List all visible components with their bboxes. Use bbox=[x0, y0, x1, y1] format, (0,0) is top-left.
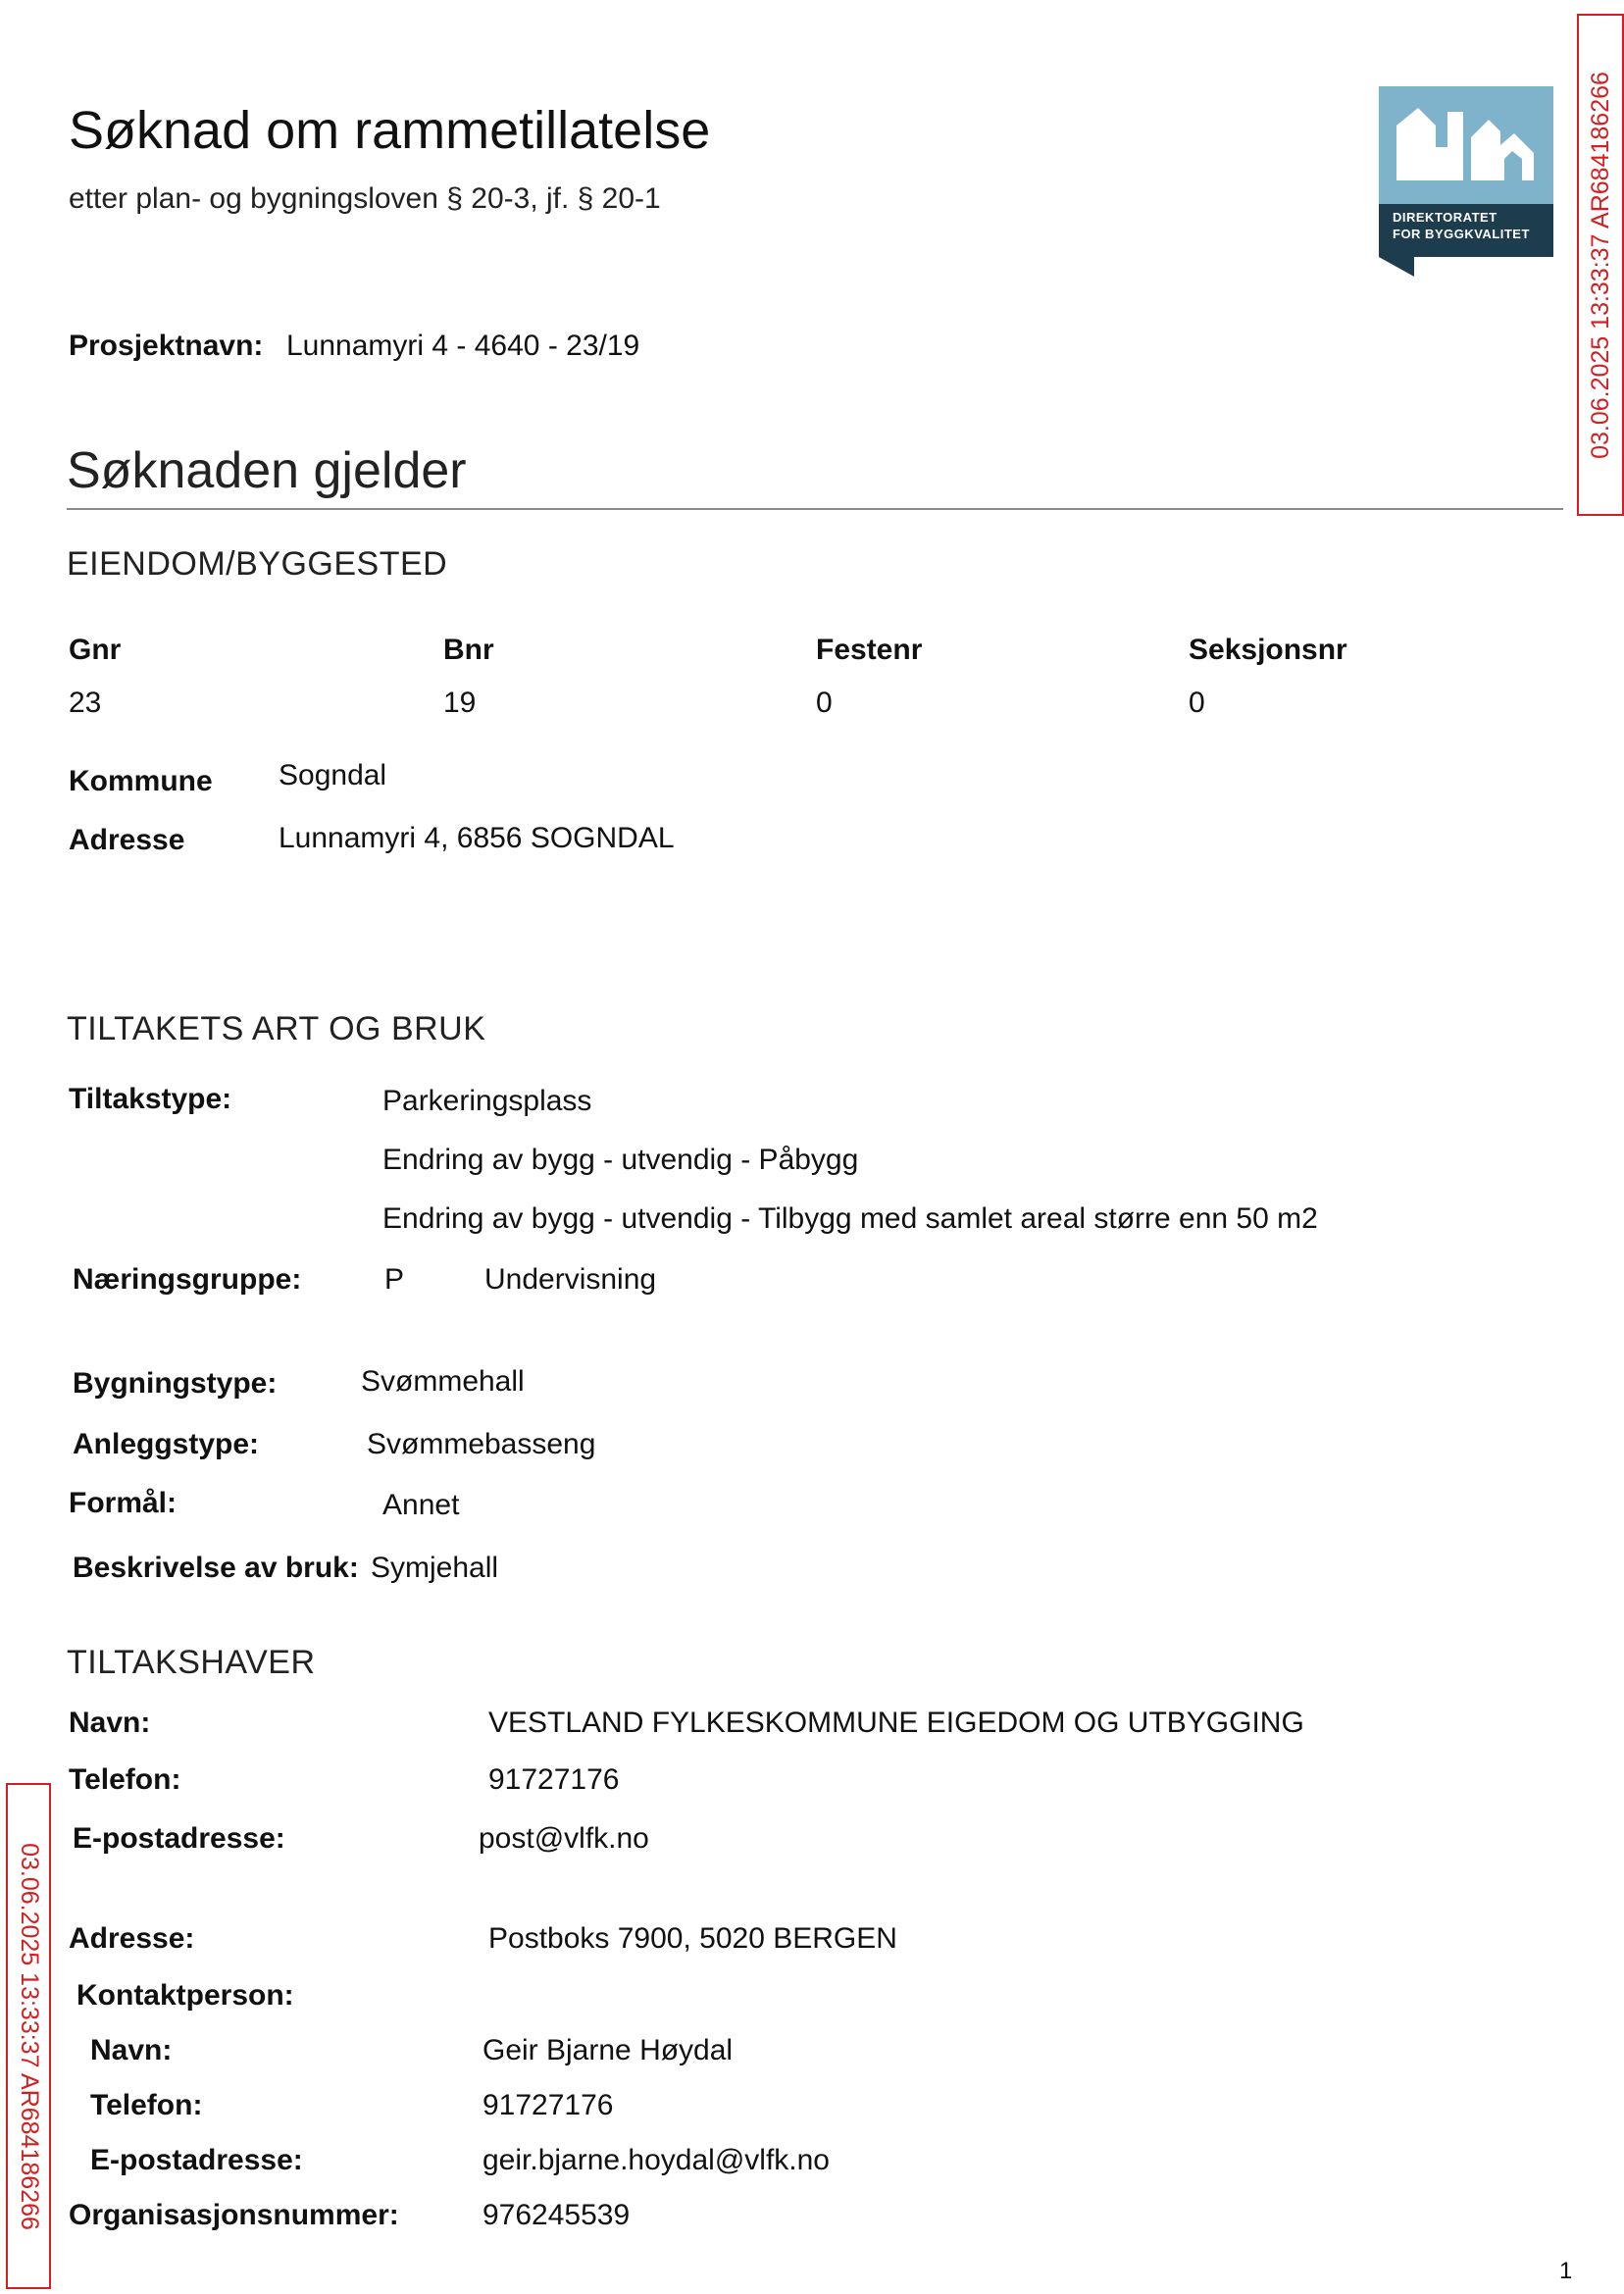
section-heading-soknad: Søknaden gjelder bbox=[67, 442, 467, 499]
gnr-value: 23 bbox=[69, 687, 102, 719]
kontakt-navn-label: Navn: bbox=[90, 2034, 173, 2066]
naeringsgruppe-value: Undervisning bbox=[484, 1263, 657, 1296]
bygningstype-label: Bygningstype: bbox=[73, 1367, 278, 1400]
formal-label: Formål: bbox=[69, 1487, 178, 1519]
section-divider bbox=[67, 508, 1563, 510]
formal-value: Annet bbox=[382, 1489, 460, 1521]
logo-text-line1: DIREKTORATET bbox=[1393, 210, 1497, 225]
tiltakshaver-navn-label: Navn: bbox=[69, 1707, 151, 1739]
gnr-label: Gnr bbox=[69, 634, 122, 666]
page-subtitle: etter plan- og bygningsloven § 20-3, jf. § 20-1 bbox=[69, 182, 661, 215]
orgnr-value: 976245539 bbox=[482, 2199, 631, 2231]
tiltakshaver-telefon-value: 91727176 bbox=[488, 1763, 620, 1796]
naeringsgruppe-label: Næringsgruppe: bbox=[73, 1263, 302, 1296]
tiltakstype-value-1: Parkeringsplass bbox=[382, 1085, 592, 1117]
tiltakshaver-telefon-label: Telefon: bbox=[69, 1763, 181, 1796]
kommune-label: Kommune bbox=[69, 765, 213, 797]
adresse-label: Adresse bbox=[69, 824, 185, 856]
anleggstype-label: Anleggstype: bbox=[73, 1428, 260, 1460]
kontakt-telefon-value: 91727176 bbox=[482, 2089, 614, 2121]
dibk-logo-icon bbox=[1379, 86, 1553, 277]
page-number: 1 bbox=[1559, 2258, 1573, 2284]
page-title: Søknad om rammetillatelse bbox=[69, 101, 711, 160]
orgnr-label: Organisasjonsnummer: bbox=[69, 2199, 399, 2231]
tiltakshaver-epost-value: post@vlfk.no bbox=[479, 1822, 649, 1855]
beskrivelse-label: Beskrivelse av bruk: bbox=[73, 1552, 359, 1584]
kontakt-telefon-label: Telefon: bbox=[90, 2089, 203, 2121]
tiltakstype-value-2: Endring av bygg - utvendig - Påbygg bbox=[382, 1144, 859, 1176]
timestamp-stamp-top bbox=[1577, 14, 1624, 516]
section-heading-eiendom: EIENDOM/BYGGESTED bbox=[67, 545, 448, 583]
logo-text-line2: FOR BYGGKVALITET bbox=[1393, 227, 1530, 241]
tiltakshaver-adresse-label: Adresse: bbox=[69, 1922, 195, 1955]
tiltakshaver-adresse-value: Postboks 7900, 5020 BERGEN bbox=[488, 1922, 897, 1955]
bygningstype-value: Svømmehall bbox=[361, 1365, 525, 1398]
festenr-label: Festenr bbox=[816, 634, 923, 666]
tiltakshaver-epost-label: E-postadresse: bbox=[73, 1822, 285, 1855]
section-heading-tiltakshaver: TILTAKSHAVER bbox=[67, 1644, 316, 1681]
bnr-label: Bnr bbox=[443, 634, 494, 666]
project-name-value: Lunnamyri 4 - 4640 - 23/19 bbox=[286, 330, 640, 362]
timestamp-stamp-bottom bbox=[6, 1783, 51, 2289]
section-heading-tiltak: TILTAKETS ART OG BRUK bbox=[67, 1010, 486, 1047]
kontakt-navn-value: Geir Bjarne Høydal bbox=[482, 2034, 734, 2066]
seksjonsnr-value: 0 bbox=[1189, 687, 1205, 719]
naeringsgruppe-code: P bbox=[384, 1263, 405, 1296]
tiltakstype-value-3: Endring av bygg - utvendig - Tilbygg med samlet areal større enn 50 m2 bbox=[382, 1202, 1318, 1235]
festenr-value: 0 bbox=[816, 687, 833, 719]
anleggstype-value: Svømmebasseng bbox=[367, 1428, 596, 1460]
bnr-value: 19 bbox=[443, 687, 477, 719]
seksjonsnr-label: Seksjonsnr bbox=[1189, 634, 1347, 666]
project-name-label: Prosjektnavn: bbox=[69, 330, 264, 362]
dibk-logo bbox=[1379, 86, 1553, 277]
timestamp-stamp-text: 03.06.2025 13:33:37 AR684186266 bbox=[15, 1842, 43, 2230]
kontaktperson-label: Kontaktperson: bbox=[76, 1979, 294, 2012]
tiltakshaver-navn-value: VESTLAND FYLKESKOMMUNE EIGEDOM OG UTBYGGING bbox=[488, 1707, 1304, 1739]
tiltakstype-label: Tiltakstype: bbox=[69, 1083, 232, 1115]
adresse-value: Lunnamyri 4, 6856 SOGNDAL bbox=[279, 822, 675, 854]
kontakt-epost-label: E-postadresse: bbox=[90, 2144, 303, 2176]
beskrivelse-value: Symjehall bbox=[371, 1552, 499, 1584]
kontakt-epost-value: geir.bjarne.hoydal@vlfk.no bbox=[482, 2144, 830, 2176]
timestamp-stamp-text: 03.06.2025 13:33:37 AR684186266 bbox=[1586, 71, 1614, 459]
kommune-value: Sogndal bbox=[279, 759, 387, 791]
